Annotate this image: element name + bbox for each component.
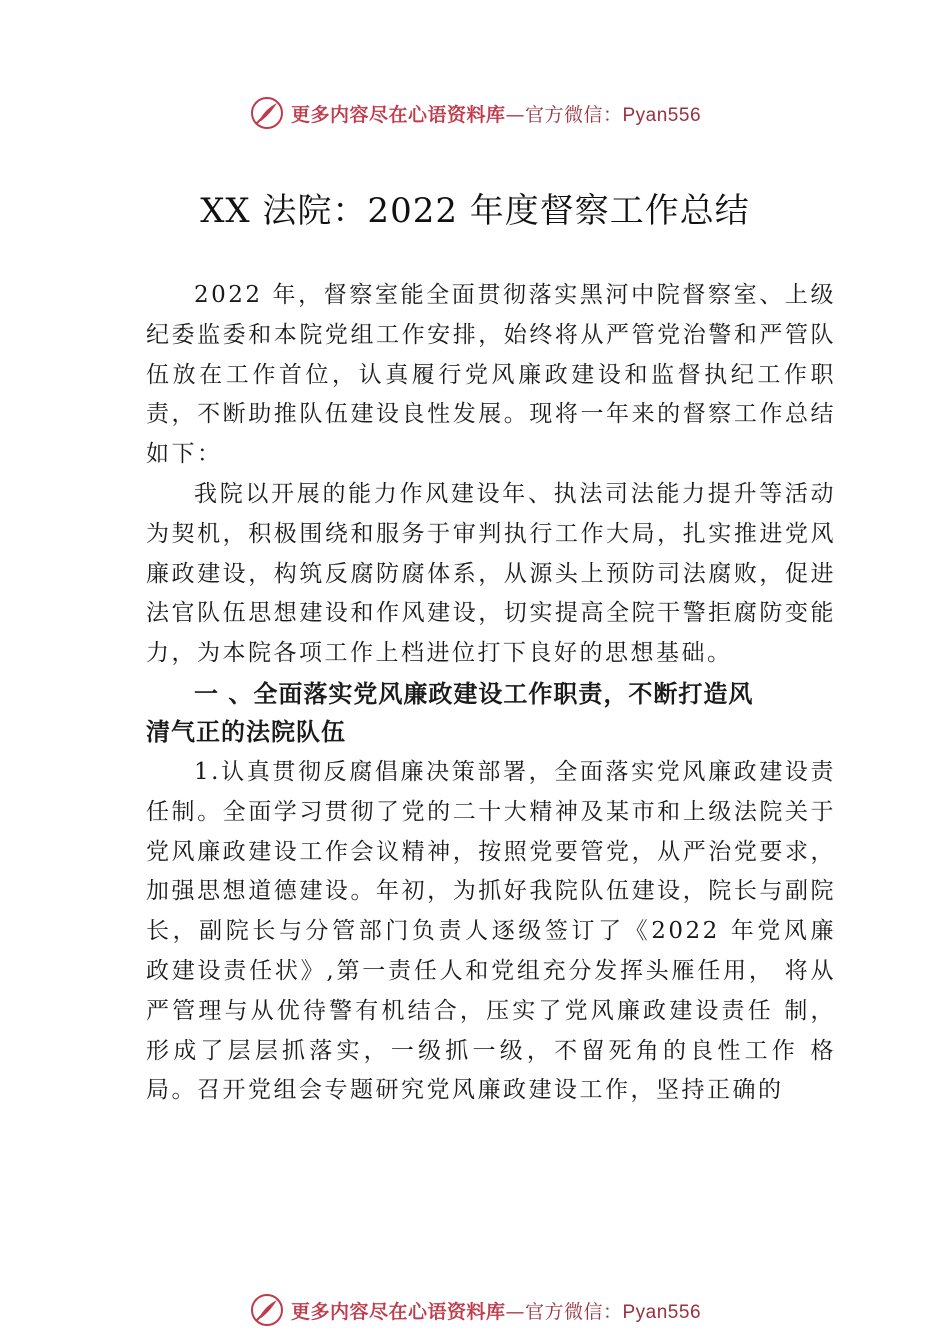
pen-feather-logo-icon xyxy=(249,95,285,131)
section-heading-1 xyxy=(146,675,836,751)
header-banner xyxy=(0,93,950,133)
banner-text xyxy=(291,1297,701,1324)
paragraph-overview: 我院以开展的能力作风建设年、执法司法能力提升等活动为契机，积极围绕和服务于审判执行工作大局，扎实推进党风廉政建设，构筑反腐防腐体系，从源头上预防司法腐败，促进法官队伍思想建设和作风建设，切实提高全院干警拒腐防变能力，为本院各项工作上档进位打下良好的思想基础。 xyxy=(146,481,836,667)
banner-wechat-id: Pyan556 xyxy=(622,104,702,126)
section-heading-line-2: 清气正的法院队伍 xyxy=(146,718,346,746)
section-heading-line-1: 一 、全面落实党风廉政建设工作职责，不断打造风 xyxy=(194,680,754,708)
pen-feather-logo-icon xyxy=(249,1292,285,1328)
banner-wechat-label: 官方微信： xyxy=(524,103,623,126)
banner-wechat-id: Pyan556 xyxy=(622,1301,702,1323)
banner-main-text: 更多内容尽在心语资料库 xyxy=(290,1300,506,1323)
footer-banner xyxy=(0,1290,950,1330)
banner-main-text: 更多内容尽在心语资料库 xyxy=(290,103,506,126)
paragraph-item-1: 1.认真贯彻反腐倡廉决策部署，全面落实党风廉政建设责任制。全面学习贯彻了党的二十大精神及某市和上级法院关于党风廉政建设工作会议精神，按照党要管党，从严治党要求，加强思想道德建设。年初，为抓好我院队伍建设，院长与副院长，副院长与分管部门负责人逐级签订了《2022 年党风廉政建设责任状》,第一责任人和党组充分发挥头雁任用， 将从严管理与从优待警有机结合，压实了党风廉政建设责任 制，形成了层层抓落实，一级抓一级，不留死角的良性工作 格局。召开党组会专题研究党风廉政建设工作，坚持正确的 xyxy=(146,759,836,1104)
banner-wechat-label: 官方微信： xyxy=(524,1300,623,1323)
paragraph-intro: 2022 年，督察室能全面贯彻落实黑河中院督察室、上级纪委监委和本院党组工作安排，始终将从严管党治警和严管队伍放在工作首位，认真履行党风廉政建设和监督执纪工作职责，不断助推队伍建设良性发展。现将一年来的督察工作总结如下： xyxy=(146,282,836,468)
banner-separator: — xyxy=(505,103,525,126)
document-title: XX 法院：2022 年度督察工作总结 xyxy=(200,191,750,231)
banner-text xyxy=(291,100,701,127)
banner-separator: — xyxy=(505,1300,525,1323)
